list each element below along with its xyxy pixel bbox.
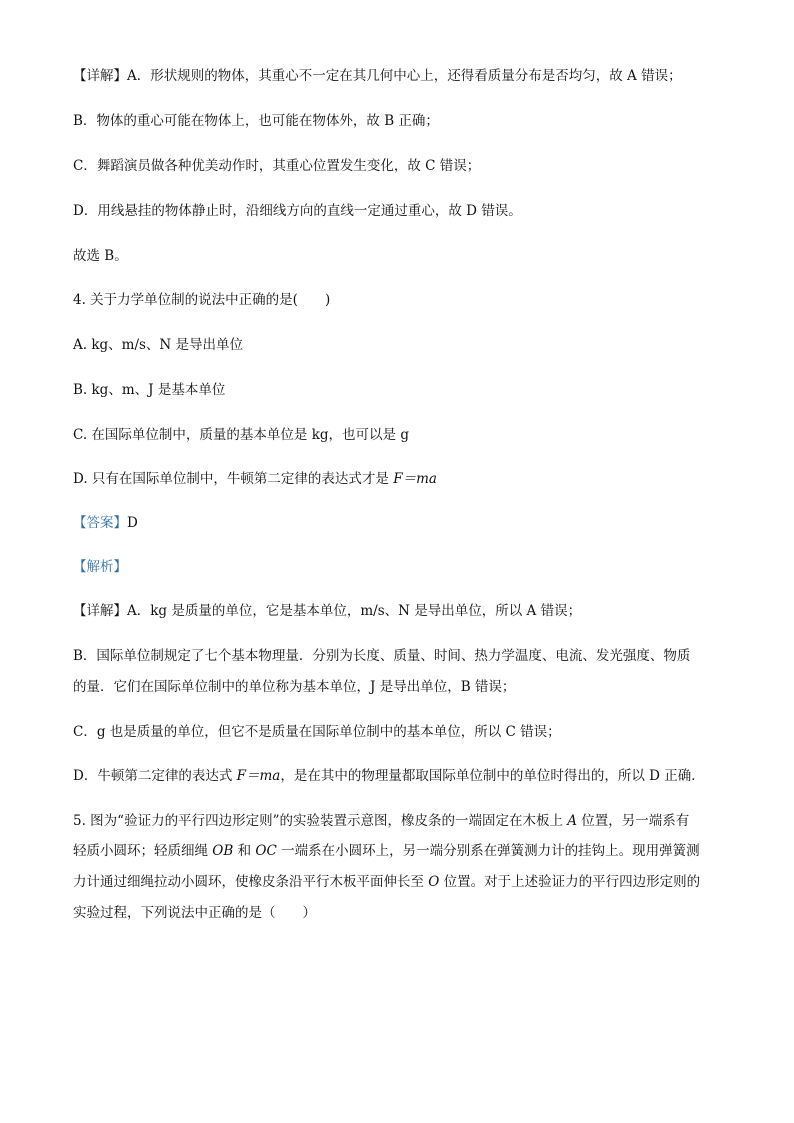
question-4-detail-c: C．g 也是质量的单位，但它不是质量在国际单位制中的基本单位，所以 C 错误； [73,724,561,740]
question-4-detail-b-line-1: B．国际单位制规定了七个基本物理量．分别为长度、质量、时间、热力学温度、电流、发光强度、物质 [73,648,691,664]
q5-var-a: A [567,813,578,829]
analysis-tag: 【解析】 [73,559,127,575]
prev-detail-b: B．物体的重心可能在物体上，也可能在物体外，故 B 正确； [73,113,439,129]
prev-detail-a [73,66,682,86]
prev-detail-c: C．舞蹈演员做各种优美动作时，其重心位置发生变化，故 C 错误； [73,158,481,174]
detail-tag: 【详解】 [73,603,127,619]
option-d-formula: F＝ma [393,471,437,487]
q5-text: 5. 图为“验证力的平行四边形定则”的实验装置示意图，橡皮条的一端固定在木板上 [73,813,568,829]
detail-d-prefix: D．牛顿第二定律的表达式 [73,768,237,784]
question-4-option-b: B. kg、m、J 是基本单位 [73,382,226,398]
question-4-detail-a [73,601,581,621]
question-5-line-2 [73,841,700,861]
prev-detail-d: D．用线悬挂的物体静止时，沿细线方向的直线一定通过重心，故 D 错误。 [73,203,522,219]
question-4-stem: 4. 关于力学单位制的说法中正确的是( ) [73,292,331,308]
q5-text: 和 [233,843,256,859]
q5-text: 位置，另一端系有 [577,813,690,829]
answer-value: D [127,515,138,531]
q5-text: 位置。对于上述验证力的平行四边形定则的 [439,874,701,890]
q5-var-o: O [428,874,440,890]
answer-tag: 【答案】 [73,515,127,531]
question-4-option-d [73,469,437,489]
question-5-line-1 [73,811,689,831]
q5-text: 力计通过细绳拉动小圆环，使橡皮条沿平行木板平面伸长至 [73,874,429,890]
q5-var-ob: OB [212,843,234,859]
question-4-analysis-tag [73,557,127,577]
question-5-line-4: 实验过程，下列说法中正确的是（ ） [73,905,316,921]
q5-var-oc: OC [255,843,277,859]
prev-conclusion: 故选 B。 [73,248,128,264]
question-5-line-3 [73,872,700,892]
question-4-detail-b-line-2: 的量．它们在国际单位制中的单位称为基本单位，J 是导出单位，B 错误； [73,679,516,695]
question-4-answer [73,513,138,533]
detail-text: A．kg 是质量的单位，它是基本单位，m/s、N 是导出单位，所以 A 错误； [127,603,582,619]
question-4-option-c: C. 在国际单位制中，质量的基本单位是 kg，也可以是 g [73,427,409,443]
question-4-option-a: A. kg、m/s、N 是导出单位 [73,337,244,353]
option-d-text: D. 只有在国际单位制中，牛顿第二定律的表达式才是 [73,471,394,487]
q5-text: 轻质小圆环；轻质细绳 [73,843,213,859]
detail-d-suffix: ，是在其中的物理量都取国际单位制中的单位时得出的，所以 D 正确． [280,768,705,784]
question-4-detail-d [73,766,705,786]
detail-tag: 【详解】 [73,68,127,84]
q5-text: 一端系在小圆环上，另一端分别系在弹簧测力计的挂钩上。现用弹簧测 [276,843,700,859]
detail-d-formula: F＝ma [236,768,281,784]
detail-text: A．形状规则的物体，其重心不一定在其几何中心上，还得看质量分布是否均匀，故 A 错误； [127,68,682,84]
